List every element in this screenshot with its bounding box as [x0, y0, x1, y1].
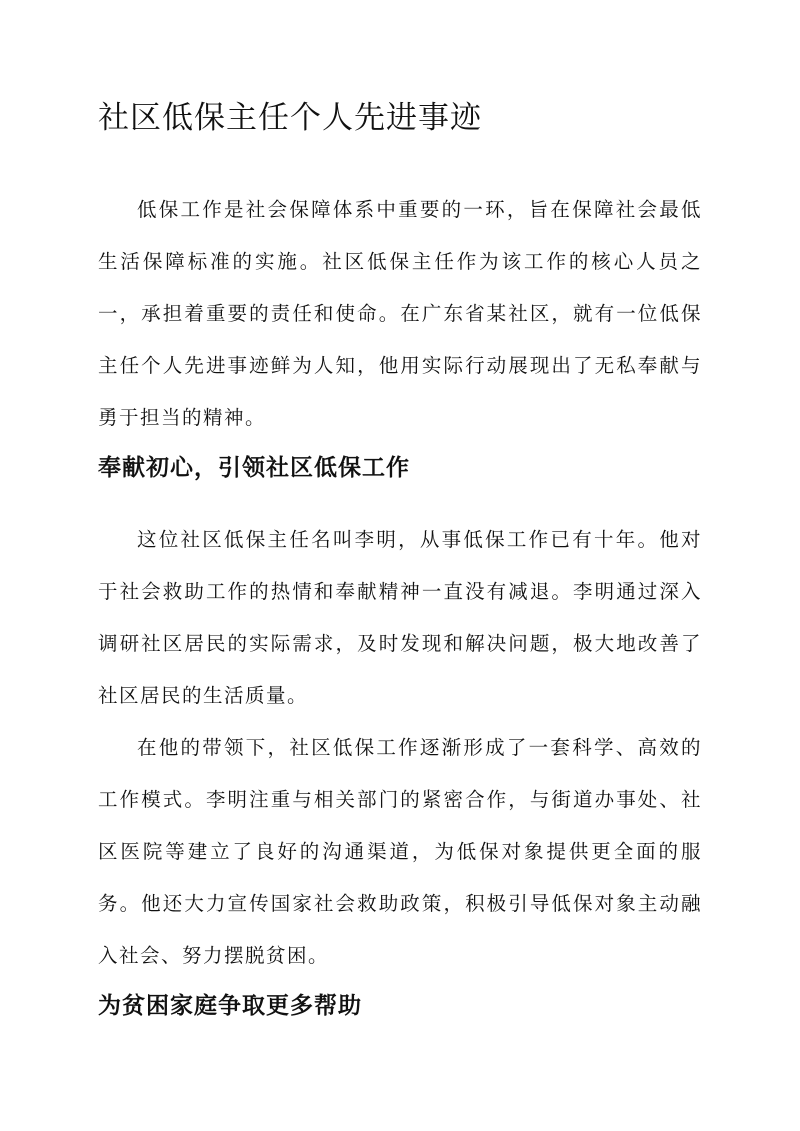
page-title: 社区低保主任个人先进事迹 [98, 100, 482, 136]
section-paragraph-work-model: 在他的带领下，社区低保工作逐渐形成了一套科学、高效的工作模式。李明注重与相关部门的紧密合作，与街道办事处、社区医院等建立了良好的沟通渠道，为低保对象提供更全面的服务。他还大力宣传国家社会救助政策，积极引导低保对象主动融入社会、努力摆脱贫困。 [98, 736, 702, 967]
section-paragraph-li-ming-intro: 这位社区低保主任名叫李明，从事低保工作已有十年。他对于社会救助工作的热情和奉献精神一直没有减退。李明通过深入调研社区居民的实际需求，及时发现和解决问题，极大地改善了社区居民的生活质量。 [98, 528, 702, 707]
section-heading-help-poor-families: 为贫困家庭争取更多帮助 [98, 992, 362, 1019]
intro-paragraph: 低保工作是社会保障体系中重要的一环，旨在保障社会最低生活保障标准的实施。社区低保主任作为该工作的核心人员之一，承担着重要的责任和使命。在广东省某社区，就有一位低保主任个人先进事迹鲜为人知，他用实际行动展现出了无私奉献与勇于担当的精神。 [98, 198, 702, 429]
section-heading-dedication: 奉献初心，引领社区低保工作 [98, 454, 410, 481]
